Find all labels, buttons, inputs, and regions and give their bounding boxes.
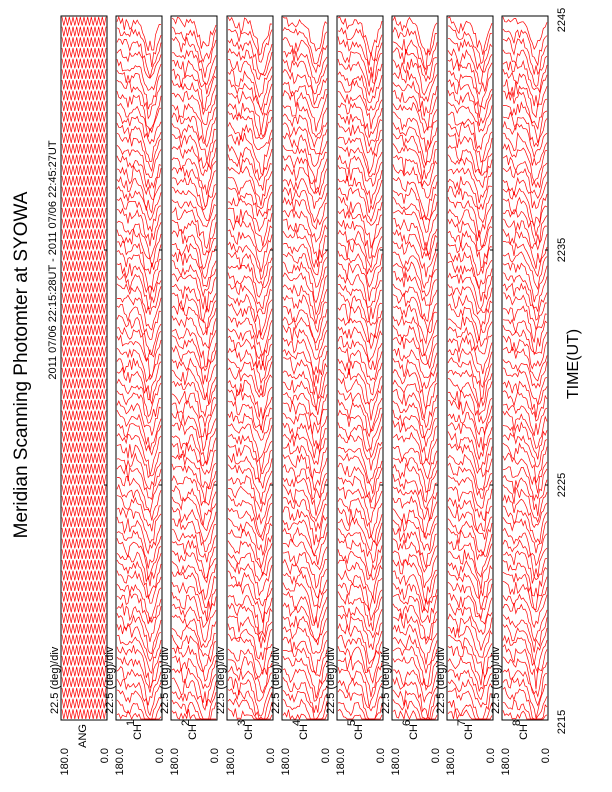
- range-top-label: 180.0: [280, 748, 292, 776]
- panel-name-label: CH: [518, 724, 530, 740]
- panel-scale-label: 22.5 (deg)/div: [215, 646, 227, 714]
- x-axis-label: TIME(UT): [565, 328, 582, 400]
- range-bottom-label: 0.0: [320, 748, 332, 764]
- panel-name-label: ANG: [77, 724, 89, 748]
- chart-subtitle: 2011 07/06 22:15:28UT - 2011 07/06 22:45:27UT: [47, 140, 59, 380]
- panel-channel-number: 6: [401, 719, 413, 726]
- panel-channel-number: 3: [236, 719, 248, 726]
- panel-frame: [227, 16, 273, 720]
- panel-scale-label: 22.5 (deg)/div: [49, 646, 61, 714]
- panel-name-label: CH: [243, 724, 255, 740]
- panels-group: [49, 16, 552, 776]
- x-tick-label: 2215: [556, 709, 568, 735]
- range-top-label: 180.0: [390, 748, 402, 776]
- panel-scale-label: 22.5 (deg)/div: [270, 646, 282, 714]
- panel-scale-label: 22.5 (deg)/div: [104, 646, 116, 714]
- panel-name-label: CH: [132, 724, 144, 740]
- panel-scale-label: 22.5 (deg)/div: [159, 646, 171, 714]
- range-bottom-label: 0.0: [265, 748, 277, 764]
- panel-ch2: [159, 16, 221, 776]
- range-top-label: 180.0: [169, 748, 181, 776]
- panel-scale-label: 22.5 (deg)/div: [380, 646, 392, 714]
- panel-ang: [49, 16, 111, 776]
- panel-ch1: [104, 16, 166, 776]
- panel-ch6: [380, 16, 442, 776]
- range-top-label: 180.0: [500, 748, 512, 776]
- range-bottom-label: 0.0: [99, 748, 111, 764]
- panel-scale-label: 22.5 (deg)/div: [435, 646, 447, 714]
- range-bottom-label: 0.0: [209, 748, 221, 764]
- panel-channel-number: 2: [180, 719, 192, 726]
- range-top-label: 180.0: [445, 748, 457, 776]
- panel-name-label: CH: [187, 724, 199, 740]
- range-top-label: 180.0: [335, 748, 347, 776]
- panel-channel-number: 8: [511, 719, 523, 726]
- panel-ch8: [490, 16, 552, 776]
- range-bottom-label: 0.0: [540, 748, 552, 764]
- panel-name-label: CH: [298, 724, 310, 740]
- range-top-label: 180.0: [59, 748, 71, 776]
- panel-ch4: [270, 16, 332, 776]
- x-tick-label: 2235: [556, 237, 568, 263]
- panel-frame: [392, 16, 438, 720]
- panel-scale-label: 22.5 (deg)/div: [325, 646, 337, 714]
- panel-name-label: CH: [463, 724, 475, 740]
- range-bottom-label: 0.0: [430, 748, 442, 764]
- range-top-label: 180.0: [114, 748, 126, 776]
- range-top-label: 180.0: [225, 748, 237, 776]
- x-tick-label: 2225: [556, 472, 568, 498]
- panel-name-label: CH: [408, 724, 420, 740]
- x-tick-label: 2245: [556, 7, 568, 33]
- range-bottom-label: 0.0: [485, 748, 497, 764]
- panel-channel-number: 5: [346, 719, 358, 726]
- panel-ch7: [435, 16, 497, 776]
- panel-name-label: CH: [353, 724, 365, 740]
- panel-channel-number: 1: [125, 719, 137, 726]
- panel-ch3: [215, 16, 277, 776]
- panel-scale-label: 22.5 (deg)/div: [490, 646, 502, 714]
- range-bottom-label: 0.0: [154, 748, 166, 764]
- chart-title: Meridian Scanning Photomter at SYOWA: [11, 191, 32, 539]
- panel-channel-number: 4: [291, 719, 303, 726]
- panel-ch5: [325, 16, 387, 776]
- panel-channel-number: 7: [456, 719, 468, 726]
- range-bottom-label: 0.0: [375, 748, 387, 764]
